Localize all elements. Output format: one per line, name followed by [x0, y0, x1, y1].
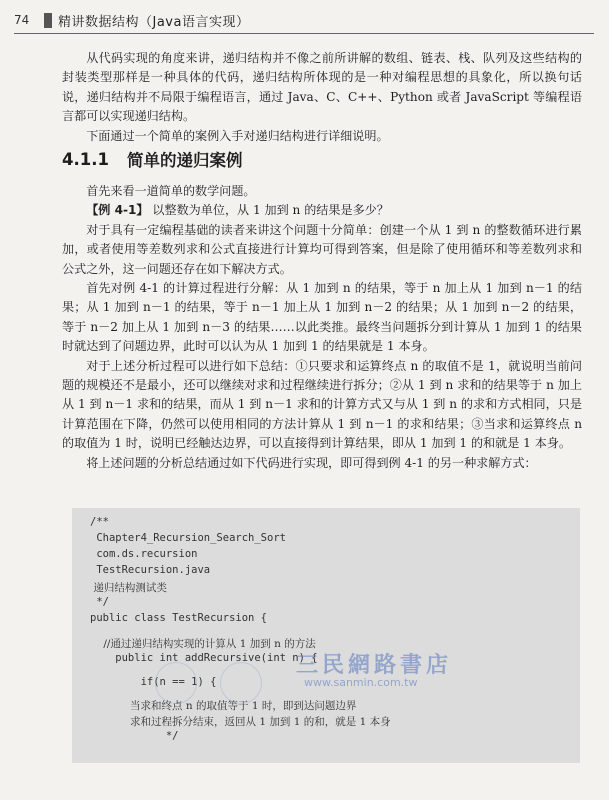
book-title: 精讲数据结构（Java语言实现）: [58, 14, 250, 30]
page-number: 74: [14, 13, 30, 27]
watermark-circle-icon: [155, 662, 197, 704]
code-line: Chapter4_Recursion_Search_Sort: [90, 532, 286, 544]
code-line: public class TestRecursion {: [90, 612, 268, 624]
code-block: [72, 508, 580, 763]
watermark-text: 三民網路書店: [296, 653, 453, 678]
intro-paragraph-2: 下面通过一个简单的案例入手对递归结构进行详细说明。: [86, 128, 389, 143]
code-line: 当求和终点 n 的取值等于 1 时，即到达问题边界: [90, 700, 357, 712]
code-line: 递归结构测试类: [90, 582, 167, 594]
code-line: /**: [90, 516, 109, 528]
section-heading: [62, 147, 242, 171]
intro-paragraph-1: 从代码实现的角度来讲，递归结构并不像之前所讲解的数组、链表、栈、队列及这些结构的封装类型那样是一种具体的代码，递归结构所体现的是一种对编程思想的具象化，所以换句话说，递归结构并不局限于编程语言，通过 Java、C、C++、Python 或者 JavaScript 等编程语言都可以实现递归结构。: [62, 51, 582, 124]
watermark-url: www.sanmin.com.tw: [304, 676, 418, 689]
paragraph-5: 首先对例 4-1 的计算过程进行分解：从 1 加到 n 的结果，等于 n 加上从 1 加到 n－1 的结果；从 1 加到 n－1 的结果，等于 n－1 加上从 1 加到 n－2 的结果；从 1 加到 n－2 的结果，等于 n－2 加上从 1 加到 n－3 的结果……以此类推。最终当问题拆分到计算从 1 加到 1 的结果时就达到了问题边界，此时可以认为从 1 加到 1 的结果就是 1 本身。: [62, 281, 582, 354]
paragraph-3: 首先来看一道简单的数学问题。: [86, 184, 256, 198]
code-line: */: [90, 730, 179, 742]
watermark-circle-icon: [220, 662, 262, 704]
paragraph-6: 对于上述分析过程可以进行如下总结：①只要求和运算终点 n 的取值不是 1，就说明当前问题的规模还不是最小，还可以继续对求和过程继续进行拆分；②从 1 到 n 求和的结果等于 n 加上从 1 到 n－1 求和的结果，而从 1 到 n－1 求和的计算方式又与从 1 到 n 的求和方式相同，只是计算范围在下降，仍然可以使用相同的方法计算从 1 到 n－1 的求和结果；③当求和运算终点 n 的取值为 1 时，说明已经触达边界，可以直接得到计算结果，即从 1 加到 1 的和就是 1 本身。: [62, 358, 582, 451]
example-line: [62, 201, 582, 220]
code-line: com.ds.recursion: [90, 548, 198, 560]
content-block: [62, 182, 582, 473]
header-marker: [44, 13, 52, 28]
code-line: 求和过程拆分结束，返回从 1 加到 1 的和，就是 1 本身: [90, 716, 391, 728]
code-line: if(n == 1) {: [90, 676, 217, 688]
code-line: public int addRecursive(int n) {: [90, 652, 318, 664]
intro-block: [62, 49, 582, 146]
header-rule: [14, 33, 594, 34]
paragraph-4: 对于具有一定编程基础的读者来讲这个问题十分简单：创建一个从 1 到 n 的整数循环进行累加，或者使用等差数列求和公式直接进行计算均可得到答案，但是除了使用循环和等差数列求和公式之外，这一问题还存在如下解决方式。: [62, 222, 582, 276]
code-line: //通过递归结构实现的计算从 1 加到 n 的方法: [90, 638, 316, 650]
code-line: TestRecursion.java: [90, 564, 211, 576]
example-tag: 【例 4-1】: [86, 203, 149, 218]
code-line: */: [90, 596, 109, 608]
paragraph-7: 将上述问题的分析总结通过如下代码进行实现，即可得到例 4-1 的另一种求解方式：: [86, 455, 537, 470]
section-number: 4.1.1: [62, 149, 109, 169]
page-header: [14, 9, 594, 31]
section-title: 简单的递归案例: [126, 151, 243, 170]
example-text: 以整数为单位，从 1 加到 n 的结果是多少？: [152, 203, 389, 218]
